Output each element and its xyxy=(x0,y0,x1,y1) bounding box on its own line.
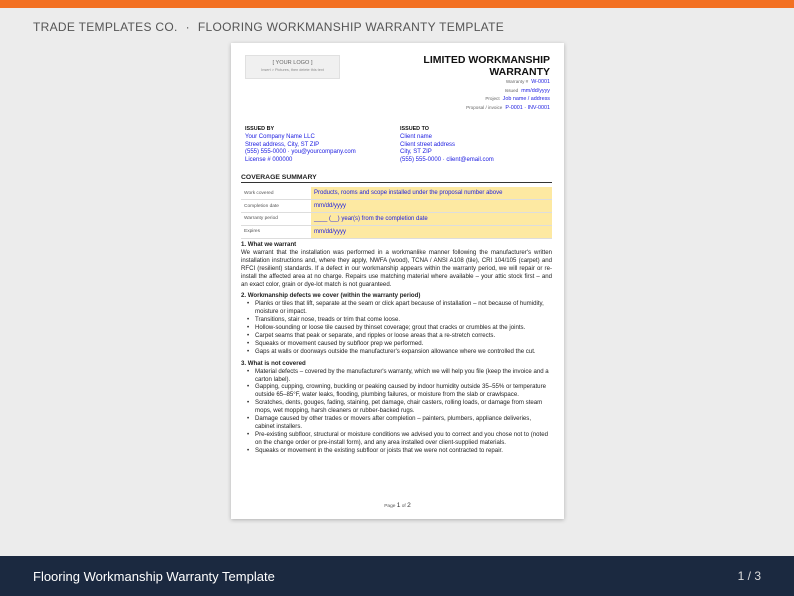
meta-value: W-0001 xyxy=(531,79,550,85)
list-item: • Pre-existing subfloor, structural or moisture conditions we advised you to correct and you chose not to (noted on the change order or pre-install form), and any area installed over client-supplied materials. xyxy=(255,431,552,447)
brand-name: TRADE TEMPLATES CO. xyxy=(33,20,178,34)
meta-value: mm/dd/yyyy xyxy=(521,87,550,94)
list-item: • Gaps at walls or doorways outside the manufacturer's expansion allowance where we controlled the cut. xyxy=(255,348,552,356)
page-current: 1 xyxy=(396,502,401,509)
coverage-key: Warranty period xyxy=(241,213,311,226)
list-item: • Squeaks or movement in the existing subfloor or joists that we were not contracted to repair. xyxy=(255,447,552,455)
coverage-summary-title: COVERAGE SUMMARY xyxy=(241,174,552,183)
page-number xyxy=(231,502,564,509)
bullet-list xyxy=(241,368,552,455)
list-item: • Carpet seams that peak or separate, and ripples or loose areas that a re-stretch corrects. xyxy=(255,332,552,340)
meta-row xyxy=(466,78,550,87)
document-title xyxy=(400,54,550,78)
issued-to-line: City, ST ZIP xyxy=(400,149,432,156)
list-item: • Material defects – covered by the manufacturer's warranty, which we will help you file (keep the invoice and a carton label). xyxy=(255,368,552,384)
warranty-body xyxy=(241,241,552,455)
coverage-value: Products, rooms and scope installed under the proposal number above xyxy=(311,187,552,200)
meta-row xyxy=(466,95,550,104)
document-title-line1: LIMITED WORKMANSHIP xyxy=(423,54,550,66)
accent-bar xyxy=(0,0,794,8)
section-heading: 1. What we warrant xyxy=(241,241,297,248)
footer-title: Flooring Workmanship Warranty Template xyxy=(33,568,275,584)
table-row xyxy=(241,200,552,213)
section-heading: 2. Workmanship defects we cover (within the warranty period) xyxy=(241,292,421,300)
issued-to-heading: ISSUED TO xyxy=(400,126,429,132)
meta-row xyxy=(466,87,550,96)
meta-value: P-0001 · INV-0001 xyxy=(505,105,550,112)
meta-label: Issued xyxy=(504,87,519,93)
list-item: • Scratches, dents, gouges, fading, staining, pet damage, chair casters, rolling loads, or damage from steam mops, wet mopping, harsh cleaners or rubber-backed rugs. xyxy=(255,399,552,415)
issued-by-line: Street address, City, ST ZIP xyxy=(245,141,320,148)
coverage-key: Completion date xyxy=(241,200,311,213)
issued-by-line: (555) 555-0000 · you@yourcompany.com xyxy=(245,149,356,156)
bullet-list xyxy=(241,300,552,355)
issued-by-heading: ISSUED BY xyxy=(245,126,275,132)
table-row xyxy=(241,213,552,226)
section-heading: 3. What is not covered xyxy=(241,359,306,367)
logo-placeholder xyxy=(245,55,340,79)
meta-label: Proposal / invoice xyxy=(466,105,503,111)
list-item: • Hollow-sounding or loose tile caused by thinset coverage; grout that cracks or crumbles at the joints. xyxy=(255,324,552,332)
meta-label: Project xyxy=(485,96,500,102)
footer-bar xyxy=(0,556,794,596)
list-item: • Damage caused by other trades or movers after completion – painters, plumbers, appliance deliveries, cabinet installers. xyxy=(255,415,552,431)
section-paragraph: We warrant that the installation was performed in a workmanlike manner following the manufacturer's written installation instructions and, where they apply, NWFA (wood), TCNA / ANSI A108 (tile), CRI 104/105 (carpet) and RFCI (resilient) standards. If a defect in our workmanship appears within the warranty period, we will repair or re-install the affected area at no charge. Repairs use matching material where available – your attic stock first – and an exact color, grain or dye-lot match is not guaranteed. xyxy=(241,248,552,288)
list-item: • Transitions, stair nose, treads or trim that come loose. xyxy=(255,316,552,324)
coverage-value: mm/dd/yyyy xyxy=(311,225,552,238)
page-prefix: Page xyxy=(384,504,396,509)
coverage-key: Work covered xyxy=(241,187,311,200)
coverage-table xyxy=(241,187,552,239)
warranty-meta xyxy=(466,78,550,113)
template-title: FLOORING WORKMANSHIP WARRANTY TEMPLATE xyxy=(197,20,505,34)
list-item: • Gapping, cupping, crowning, buckling or peaking caused by indoor humidity outside 35–55% or temperature outside 65–85°F, water leaks, flooding, plumbing failures, or moisture from the slab or crawlspace. xyxy=(255,383,552,399)
issued-by-line: Your Company Name LLC xyxy=(245,134,315,141)
issued-to xyxy=(400,126,555,164)
issued-by-line: License # 000000 xyxy=(245,156,293,163)
document-page-preview xyxy=(231,43,564,519)
list-item: • Planks or tiles that lift, separate at the seam or click apart because of installation – not because of humidity, moisture or impact. xyxy=(255,300,552,316)
coverage-key: Expires xyxy=(241,225,311,238)
meta-row xyxy=(466,104,550,113)
table-row xyxy=(241,187,552,200)
breadcrumb-header xyxy=(0,8,794,46)
logo-placeholder-hint: Insert > Pictures, then delete this text xyxy=(261,68,324,72)
page-total: 2 xyxy=(407,502,411,509)
coverage-value: ____ (__) year(s) from the completion date xyxy=(311,213,552,226)
issued-to-line: Client street address xyxy=(400,141,456,148)
slide-pagination: 1 / 3 xyxy=(737,569,761,583)
document-title-line2: WARRANTY xyxy=(489,66,550,78)
issued-to-line: (555) 555-0000 · client@email.com xyxy=(400,156,494,163)
logo-placeholder-text: [ YOUR LOGO ] xyxy=(272,60,313,66)
parties-block xyxy=(245,126,555,164)
issued-by xyxy=(245,126,400,164)
breadcrumb-separator: · xyxy=(185,20,190,34)
issued-to-line: Client name xyxy=(400,134,433,141)
list-item: • Squeaks or movement caused by subfloor prep we performed. xyxy=(255,340,552,348)
table-row xyxy=(241,225,552,238)
coverage-value: mm/dd/yyyy xyxy=(311,200,552,213)
meta-label: Warranty # xyxy=(505,79,529,84)
meta-value: Job name / address xyxy=(502,96,550,103)
page-of: of xyxy=(401,504,406,509)
